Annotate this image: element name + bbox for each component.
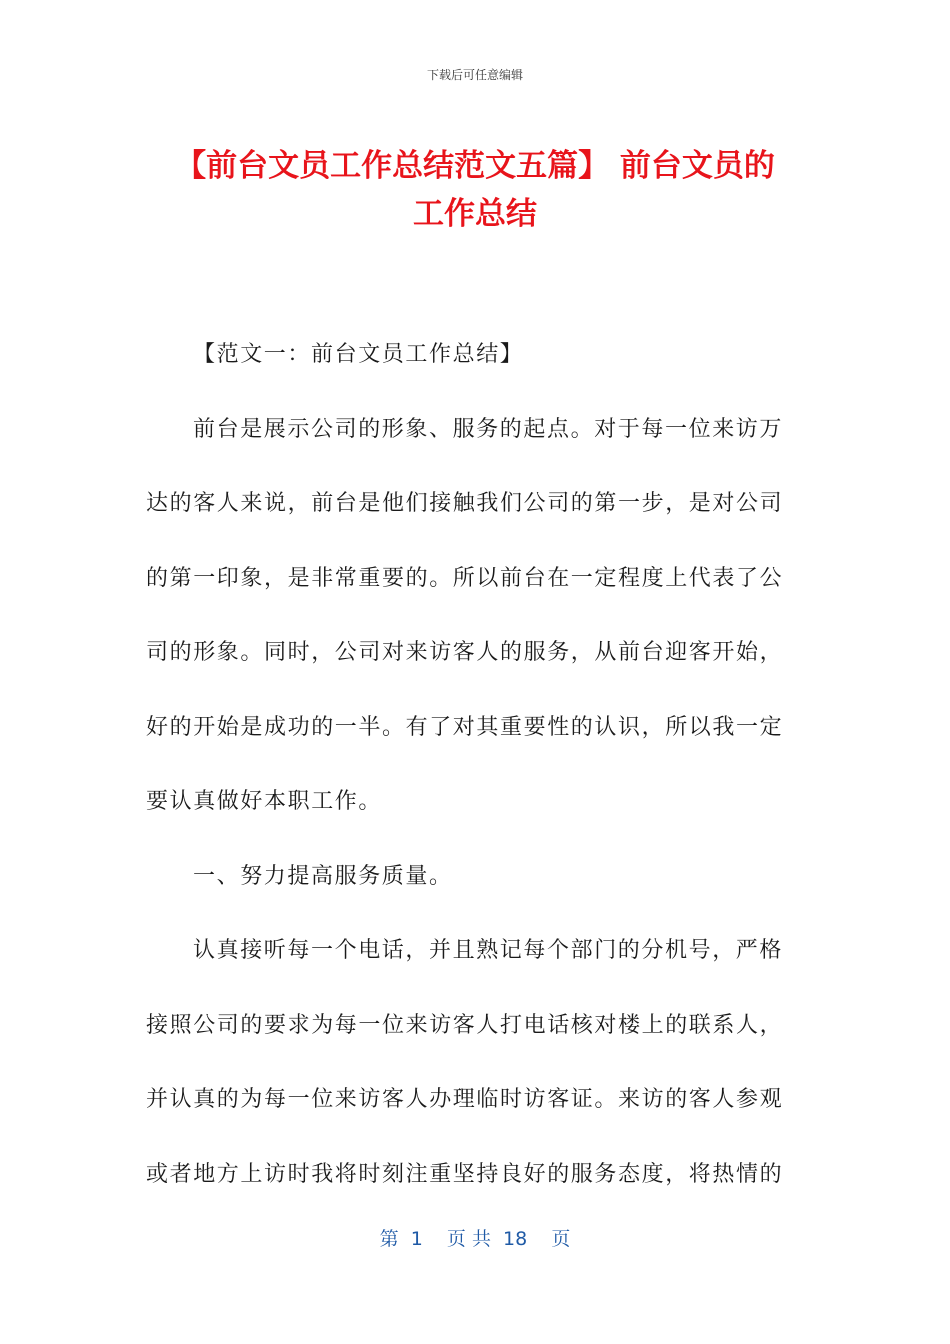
section-heading-sample-one: 【范文一：前台文员工作总结】: [193, 342, 524, 367]
paragraph-line: 达的客人来说，前台是他们接触我们公司的第一步，是对公司: [146, 491, 784, 516]
document-title-line-1: 【前台文员工作总结范文五篇】 前台文员的: [175, 148, 775, 184]
paragraph-line: 认真接听每一个电话，并且熟记每个部门的分机号，严格: [193, 938, 784, 963]
page-number-footer: 第 1 页 共 18 页: [379, 1228, 571, 1250]
paragraph-line: 要认真做好本职工作。: [146, 789, 383, 814]
page-header-note: 下载后可任意编辑: [426, 68, 523, 82]
paragraph-line: 接照公司的要求为每一位来访客人打电话核对楼上的联系人，: [146, 1012, 784, 1038]
paragraph-line: 司的形象。同时，公司对来访客人的服务，从前台迎客开始，: [146, 640, 784, 665]
paragraph-line: 的第一印象，是非常重要的。所以前台在一定程度上代表了公: [146, 565, 784, 591]
document-title: [120, 142, 830, 238]
paragraph-line: 或者地方上访时我将时刻注重坚持良好的服务态度，将热情的: [146, 1161, 784, 1187]
paragraph-line: 前台是展示公司的形象、服务的起点。对于每一位来访万: [193, 416, 784, 442]
paragraph-line: 并认真的为每一位来访客人办理临时访客证。来访的客人参观: [146, 1087, 784, 1112]
paragraph-line: 好的开始是成功的一半。有了对其重要性的认识，所以我一定: [146, 714, 784, 740]
document-title-line-2: 工作总结: [413, 196, 537, 232]
document-body: [146, 318, 806, 1212]
subsection-heading: 一、努力提高服务质量。: [193, 863, 453, 889]
